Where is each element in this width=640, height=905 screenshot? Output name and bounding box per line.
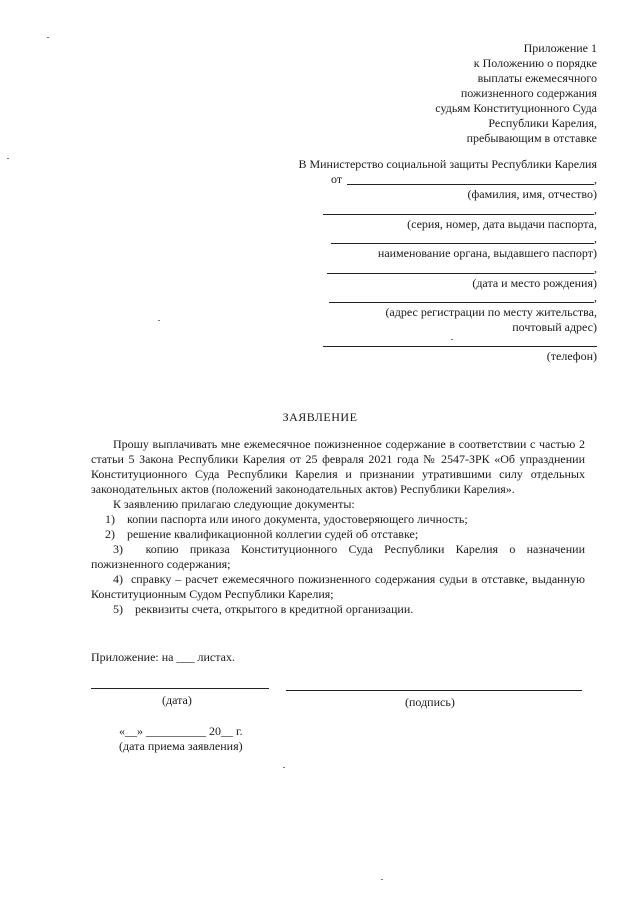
date-label: (дата) (162, 693, 192, 707)
comma: , (594, 231, 597, 245)
birth-line[interactable] (327, 273, 594, 274)
list-text: справку – расчет ежемесячного пожизненного содержания судьи в отставке, выданную Конституционным Судом Республики Карелия; (91, 572, 585, 601)
from-prefix: от (331, 172, 343, 186)
hint-passport: (серия, номер, дата выдачи паспорта, (407, 217, 597, 231)
appendix-line: Приложение 1 (523, 41, 597, 55)
scan-speck (7, 158, 9, 159)
list-number: 2) (105, 527, 115, 541)
name-line[interactable] (347, 184, 594, 185)
scan-speck (158, 320, 160, 321)
comma: , (594, 202, 597, 216)
appendix-line: пребывающим в отставке (466, 131, 597, 145)
appendix-line: пожизненного содержания (460, 86, 597, 100)
list-item (91, 602, 585, 617)
scan-speck (381, 879, 383, 880)
comma: , (594, 261, 597, 275)
scan-speck (47, 37, 49, 38)
hint-name: (фамилия, имя, отчество) (467, 187, 597, 201)
list-text: реквизиты счета, открытого в кредитной организации. (135, 602, 414, 616)
phone-line[interactable] (323, 346, 597, 347)
attachment-note: Приложение: на ___ листах. (91, 650, 235, 664)
appendix-line: Республики Карелия, (488, 116, 597, 130)
addressee-to: В Министерство социальной защиты Республики Карелия (298, 157, 597, 171)
list-item (91, 512, 585, 527)
authority-line[interactable] (331, 243, 594, 244)
list-number: 1) (105, 512, 115, 526)
appendix-line: к Положению о порядке (473, 56, 597, 70)
hint-address: (адрес регистрации по месту жительства, (385, 305, 597, 319)
signature-line[interactable] (286, 690, 582, 691)
list-number: 5) (113, 602, 123, 616)
scan-speck (283, 767, 285, 768)
list-text: копии паспорта или иного документа, удостоверяющего личность; (127, 512, 468, 526)
list-text: решение квалификационной коллегии судей об отставке; (127, 527, 419, 541)
receipt-label: (дата приема заявления) (119, 739, 243, 753)
date-line[interactable] (91, 688, 269, 689)
list-number: 3) (113, 542, 123, 556)
list-number: 4) (113, 572, 123, 586)
passport-line[interactable] (323, 214, 594, 215)
list-text: копию приказа Конституционного Суда Республики Карелия о назначении пожизненного содержания; (91, 542, 586, 571)
hint-birth: (дата и место рождения) (472, 276, 597, 290)
receipt-date: «__» __________ 20__ г. (119, 724, 243, 738)
signature-label: (подпись) (405, 695, 455, 709)
list-item (91, 542, 585, 572)
request-paragraph (91, 437, 585, 617)
hint-authority: наименование органа, выдавшего паспорт) (377, 246, 597, 260)
comma: , (594, 172, 597, 186)
address-line[interactable] (329, 302, 594, 303)
document-title: ЗАЯВЛЕНИЕ (282, 410, 358, 424)
appendix-header (435, 41, 597, 146)
hint-phone: (телефон) (546, 349, 597, 363)
appendix-line: судьям Конституционного Суда (435, 101, 597, 115)
attach-intro: К заявлению прилагаю следующие документы: (113, 497, 355, 511)
request-text: Прошу выплачивать мне ежемесячное пожизненное содержание в соответствии с частью 2 статьи 5 Закона Республики Карелия от 25 февраля 2021 года № 2547-ЗРК «Об упразднении Конституционного Суда Республики Карелия и признании утратившими силу отдельных законодательных актов (положений законодательных актов) Республики Карелия». (91, 437, 585, 496)
comma: , (594, 290, 597, 304)
scan-speck (451, 339, 453, 340)
hint-address-postal: почтовый адрес) (512, 320, 597, 334)
list-item (91, 527, 585, 542)
appendix-line: выплаты ежемесячного (477, 71, 597, 85)
list-item (91, 572, 585, 602)
